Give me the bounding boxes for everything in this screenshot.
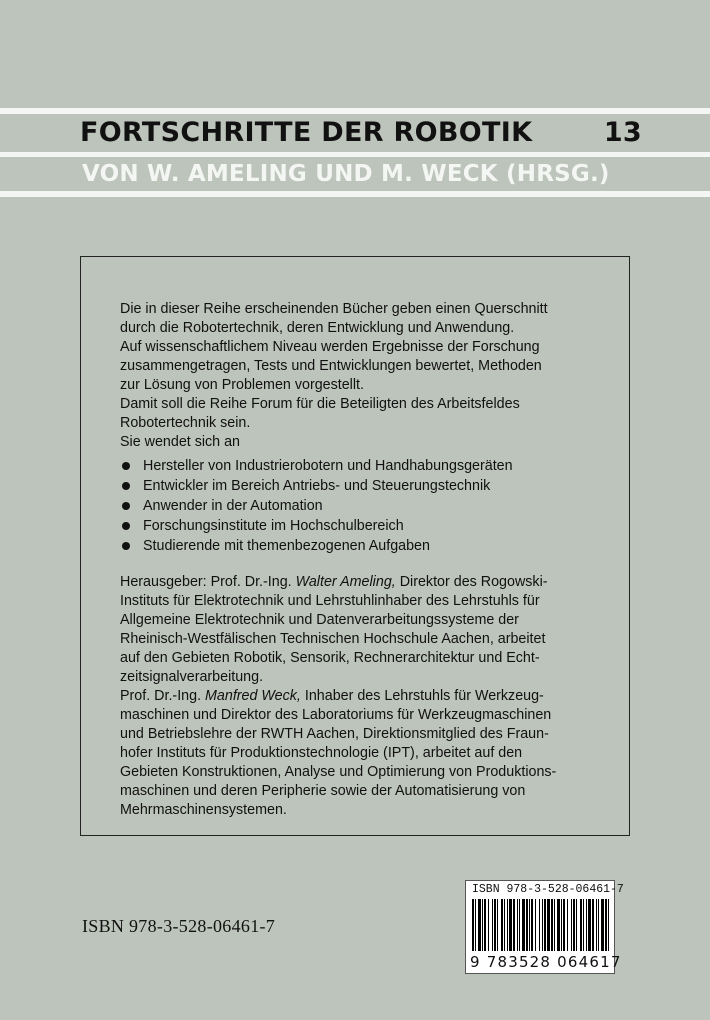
editor1-name: Walter Ameling, [295,574,396,590]
barcode-digits: 9 783528 064617 [470,953,622,971]
barcode-bar [567,899,568,951]
bullet-icon [122,482,130,490]
barcode-bar [551,899,553,951]
bullet-icon [122,542,130,550]
intro-line: Auf wissenschaftlichem Niveau werden Ergebnisse der Forschung [120,339,540,355]
barcode-bar [494,899,496,951]
intro-line: durch die Robotertechnik, deren Entwicklung und Anwendung. [120,320,515,336]
editor1-prefix: Herausgeber: Prof. Dr.-Ing. [120,574,296,590]
barcode-bar [509,899,512,951]
editor2-name: Manfred Weck, [205,688,301,704]
barcode-bar [542,899,543,951]
barcode-bar [592,899,594,951]
editor2-line: und Betriebslehre der RWTH Aachen, Direktionsmitglied des Fraun- [120,726,549,742]
editor2-suffix: Inhaber des Lehrstuhls für Werkzeug- [300,688,544,704]
barcode-bar [507,899,508,951]
editor2-line: maschinen und deren Peripherie sowie der Automatisierung von [120,783,526,799]
paragraph-gap [120,557,600,573]
middle-rule [0,152,710,157]
barcode-bar [475,899,476,951]
volume-number: 13 [603,117,642,148]
barcode-bar [544,899,546,951]
barcode-bar [482,899,483,951]
barcode [465,880,624,974]
barcode-bar [504,899,505,951]
list-item-text: Forschungsinstitute im Hochschulbereich [143,518,404,534]
barcode-bar [596,899,597,951]
barcode-bar [588,899,591,951]
intro-line: Robotertechnik sein. [120,415,251,431]
barcode-bar [554,899,555,951]
barcode-bar [583,899,584,951]
list-item [120,517,600,537]
bullet-icon [122,522,130,530]
barcode-bar [608,899,609,951]
editor2-line: maschinen und Direktor des Laboratoriums für Werkzeugmaschinen [120,707,552,723]
intro-line: zusammengetragen, Tests und Entwicklungen bewertet, Methoden [120,358,542,374]
bottom-rule [0,191,710,197]
barcode-bar [547,899,550,951]
barcode-bar [576,899,577,951]
barcode-bar [605,899,607,951]
barcode-bar [472,899,474,951]
barcode-bar [598,899,599,951]
barcode-bar [488,899,489,951]
barcode-bar [586,899,587,951]
series-title [80,116,660,150]
list-item [120,497,600,517]
barcode-bar [484,899,486,951]
barcode-bar [519,899,520,951]
bullet-icon [122,502,130,510]
bullet-icon [122,462,130,470]
barcode-bar [561,899,562,951]
barcode-bar [535,899,536,951]
editor2-line: Mehrmaschinensystemen. [120,802,287,818]
editor2-line: Gebieten Konstruktionen, Analyse und Optimierung von Produktions- [120,764,557,780]
list-item-text: Anwender in der Automation [143,498,323,514]
barcode-bar [571,899,572,951]
editor2-first-line [120,687,600,706]
top-rule [0,108,710,114]
barcode-bar [563,899,565,951]
barcode-bars [472,899,610,951]
editor1-line: auf den Gebieten Robotik, Sensorik, Rechnerarchitektur und Echt- [120,650,540,666]
barcode-bar [492,899,493,951]
editor1-suffix: Direktor des Rogowski- [395,574,548,590]
barcode-bar [539,899,540,951]
barcode-bar [522,899,525,951]
barcode-bar [517,899,518,951]
barcode-isbn-label: ISBN 978-3-528-06461-7 [472,883,624,896]
barcode-bar [478,899,481,951]
intro-line: Damit soll die Reihe Forum für die Beteiligten des Arbeitsfeldes [120,396,520,412]
intro-line: Die in dieser Reihe erscheinenden Bücher geben einen Querschnitt [120,301,548,317]
list-item [120,477,600,497]
list-item-text: Studierende mit themenbezogenen Aufgaben [143,538,430,554]
series-title-text: FORTSCHRITTE DER ROBOTIK [80,117,533,148]
intro-line: zur Lösung von Problemen vorgestellt. [120,377,364,393]
description-content [120,300,600,820]
editor1-line: Allgemeine Elektrotechnik und Datenverarbeitungssysteme der [120,612,519,628]
editor2-prefix: Prof. Dr.-Ing. [120,688,206,704]
list-item [120,457,600,477]
barcode-bar [501,899,503,951]
editor1-first-line [120,573,600,592]
barcode-bar [580,899,582,951]
editor1-line: Rheinisch-Westfälischen Technischen Hochschule Aachen, arbeitet [120,631,546,647]
intro-line: Sie wendet sich an [120,434,241,450]
barcode-bar [573,899,575,951]
barcode-bar [531,899,533,951]
list-item-text: Entwickler im Bereich Antriebs- und Steuerungstechnik [143,478,491,494]
editor2-line: hofer Instituts für Produktionstechnologie (IPT), arbeitet auf den [120,745,523,761]
barcode-bar [497,899,498,951]
barcode-bar [529,899,530,951]
barcode-bar [601,899,604,951]
isbn-text: ISBN 978-3-528-06461-7 [82,916,276,936]
list-item-text: Hersteller von Industrierobotern und Handhabungsgeräten [143,458,513,474]
editor1-line: Instituts für Elektrotechnik und Lehrstuhlinhaber des Lehrstuhls für [120,593,540,609]
barcode-bar [557,899,560,951]
editor1-line: zeitsignalverarbeitung. [120,669,264,685]
list-item [120,537,600,557]
editors-line: VON W. AMELING UND M. WECK (HRSG.) [82,161,610,187]
barcode-bar [513,899,515,951]
audience-list [120,457,600,557]
barcode-bar [526,899,528,951]
